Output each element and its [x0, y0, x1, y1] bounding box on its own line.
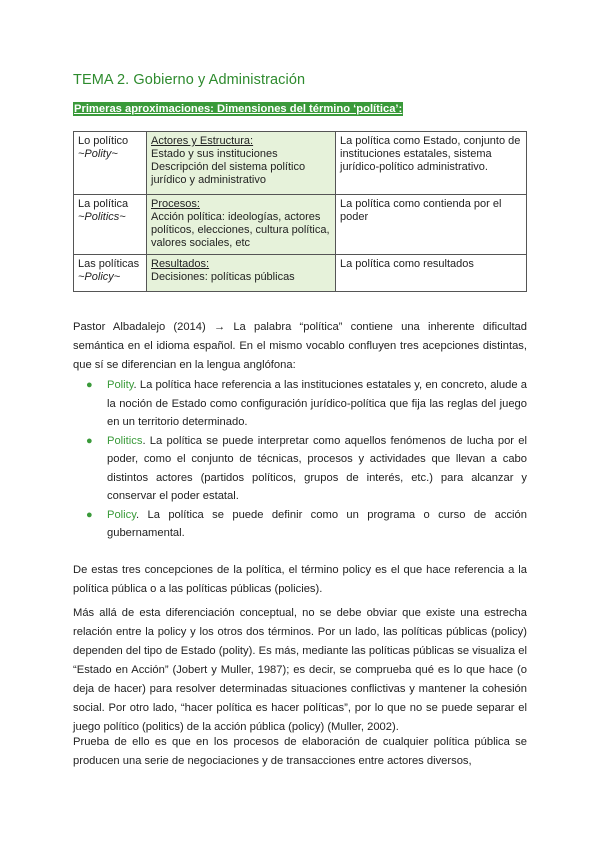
bullet-icon: ● — [86, 508, 93, 521]
description-line: Decisiones: políticas públicas — [151, 271, 295, 283]
list-item — [73, 506, 527, 543]
bullet-icon: ● — [86, 434, 93, 447]
table-row — [74, 132, 527, 195]
page-title: TEMA 2. Gobierno y Administración — [73, 72, 306, 88]
bullet-icon: ● — [86, 379, 93, 391]
table-cell-meaning: La política como contienda por el poder — [336, 195, 527, 255]
body-paragraph: Más allá de esta diferenciación conceptual, no se debe obviar que existe una estrecha relación entre la policy y los otros dos términos. Por un lado, las políticas públicas (policy) dependen del tipo de Estado (polity). Es más, mediante las políticas públicas se visualiza el “Estado en Acción” (Jobert y Muller, 1987); es decir, se comprueba qué es lo que hace (o deja de hacer) para resolver determinadas situaciones conflictivas y mantener la cohesión social. Por otro lado, “hacer política es hacer políticas”, por lo que no se puede separar el juego político (politics) de la acción pública (policy) (Muller, 2002). — [73, 607, 527, 733]
term-english: ~Politics~ — [78, 211, 126, 223]
section-subheading: Primeras aproximaciones: Dimensiones del término ‘política’: — [74, 103, 403, 115]
table-cell-term — [74, 255, 147, 292]
description-label: Resultados: — [151, 258, 210, 270]
term-label: La política — [78, 198, 129, 210]
bullet-text: . La política hace referencia a las instituciones estatales y, en concreto, alude a la noción de Estado como configuración jurídico-política que fija las reglas del juego en un territorio determinado. — [107, 379, 527, 428]
bullet-term: Polity — [107, 379, 134, 391]
description-label: Actores y Estructura: — [151, 135, 254, 147]
bullet-text: . La política se puede interpretar como aquellos fenómenos de lucha por el poder, como el conjunto de técnicas, procesos y actividades que llevan a cabo distintos actores (partidos políticos, grupos de interés, etc.) para alcanzar y conservar el poder estatal. — [107, 434, 527, 502]
term-label: Las políticas — [78, 258, 140, 270]
description-line: Estado y sus instituciones — [151, 148, 278, 160]
intro-paragraph: Pastor Albadalejo (2014) → La palabra “política” contiene una inherente dificultad semántica en el idioma español. En el mismo vocablo confluyen tres acepciones distintas, que sí se diferencian en la lengua anglófona: — [73, 321, 527, 371]
term-english: ~Policy~ — [78, 271, 121, 283]
dimensions-table — [73, 131, 527, 292]
bullet-term: Policy — [107, 508, 137, 521]
term-english: ~Polity~ — [78, 148, 118, 160]
description-line: Descripción del sistema político jurídico y administrativo — [151, 161, 306, 186]
description-line: Acción política: ideologías, actores políticos, elecciones, cultura política, valores sociales, etc — [151, 211, 330, 249]
term-label: Lo político — [78, 135, 129, 147]
table-cell-term — [74, 132, 147, 195]
table-cell-term — [74, 195, 147, 255]
table-cell-description — [147, 195, 336, 255]
acceptions-list — [73, 376, 527, 543]
bullet-term: Politics — [107, 434, 143, 447]
table-row — [74, 255, 527, 292]
table-cell-meaning: La política como resultados — [336, 255, 527, 292]
body-paragraph: De estas tres concepciones de la política, el término policy es el que hace referencia a la política pública o a las políticas públicas (policies). — [73, 564, 527, 595]
description-label: Procesos: — [151, 198, 200, 210]
table-cell-meaning: La política como Estado, conjunto de instituciones estatales, sistema jurídico-político administrativo. — [336, 132, 527, 195]
list-item — [73, 376, 527, 432]
table-cell-description — [147, 255, 336, 292]
table-cell-description — [147, 132, 336, 195]
list-item — [73, 432, 527, 506]
bullet-text: . La política se puede definir como un programa o curso de acción gubernamental. — [107, 508, 527, 539]
table-row — [74, 195, 527, 255]
body-paragraph: Prueba de ello es que en los procesos de elaboración de cualquier política pública se producen una serie de negociaciones y de transacciones entre actores diversos, — [73, 736, 527, 767]
